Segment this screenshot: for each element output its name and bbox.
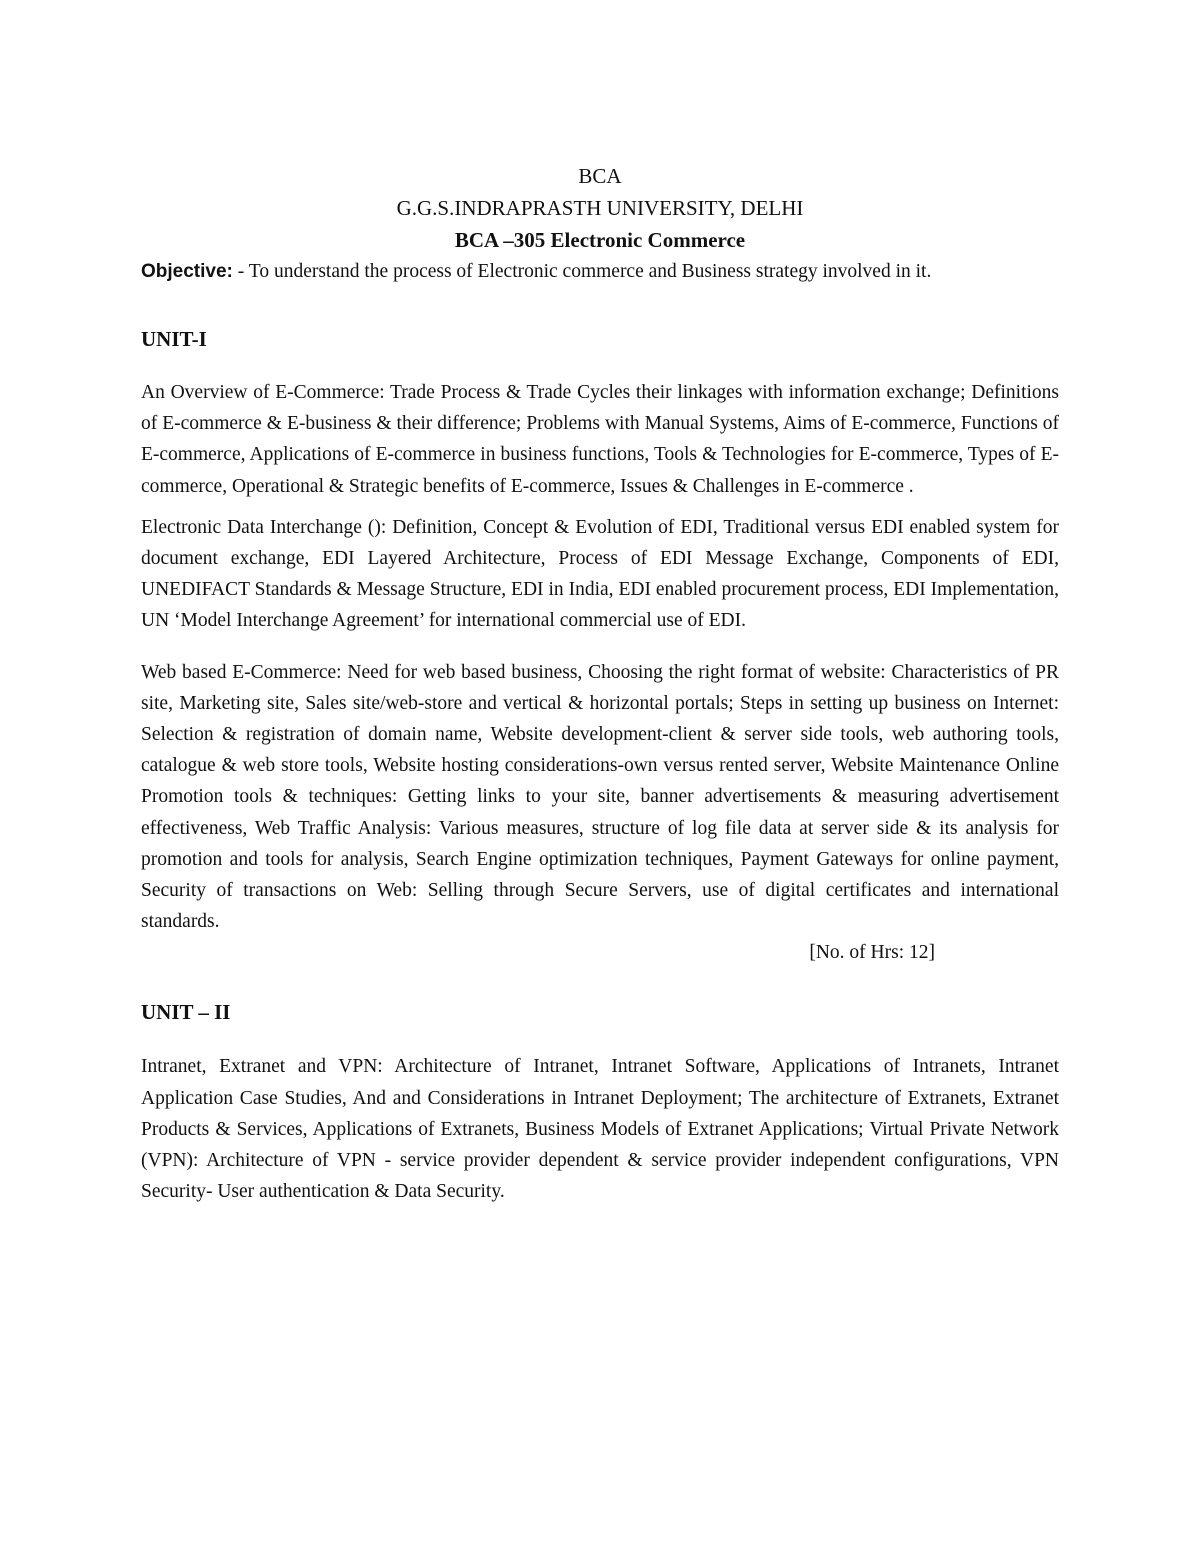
program-title: BCA bbox=[578, 164, 622, 188]
unit-1-paragraph-overview: An Overview of E-Commerce: Trade Process & Trade Cycles their linkages with information exchange; Definitions of E-commerce & E-business & their difference; Problems with Manual Systems, Aims of E-commerce, Functions of E-commerce, Applications of E-commerce in business functions, Tools & Technologies for E-commerce, Types of E-commerce, Operational & Strategic benefits of E-commerce, Issues & Challenges in E-commerce . bbox=[141, 382, 1059, 497]
document-page bbox=[141, 160, 1059, 1207]
course-title: BCA –305 Electronic Commerce bbox=[454, 228, 746, 252]
unit-1-heading: UNIT-I bbox=[141, 327, 207, 351]
university-title: G.G.S.INDRAPRASTH UNIVERSITY, DELHI bbox=[396, 196, 804, 220]
unit-1-paragraph-edi: Electronic Data Interchange (): Definition, Concept & Evolution of EDI, Traditional versus EDI enabled system for document exchange, EDI Layered Architecture, Process of EDI Message Exchange, Components of EDI, UNEDIFACT Standards & Message Structure, EDI in India, EDI enabled procurement process, EDI Implementation, UN ‘Model Interchange Agreement’ for international commercial use of EDI. bbox=[141, 516, 1059, 632]
unit-2-heading: UNIT – II bbox=[141, 1000, 231, 1025]
objective-text: - To understand the process of Electronic commerce and Business strategy involved in it. bbox=[232, 261, 932, 282]
unit-1-hours: [No. of Hrs: 12] bbox=[809, 942, 935, 964]
objective bbox=[141, 256, 1059, 288]
unit-1-paragraph-web: Web based E-Commerce: Need for web based business, Choosing the right format of website: Characteristics of PR site, Marketing site, Sales site/web-store and vertical & horizontal portals; Steps in setting up business on Internet: Selection & registration of domain name, Website development-client & server side tools, web authoring tools, catalogue & web store tools, Website hosting considerations-own versus rented server, Website Maintenance Online Promotion tools & techniques: Getting links to your site, banner advertisements & measuring advertisement effectiveness, Web Traffic Analysis: Various measures, structure of log file data at server side & its analysis for promotion and tools for analysis, Search Engine optimization techniques, Payment Gateways for online payment, Security of transactions on Web: Selling through Secure Servers, use of digital certificates and international standards. bbox=[141, 661, 1059, 933]
unit-2-paragraph-intranet: Intranet, Extranet and VPN: Architecture of Intranet, Intranet Software, Applications of Intranets, Intranet Application Case Studies, And and Considerations in Intranet Deployment; The architecture of Extranets, Extranet Products & Services, Applications of Extranets, Business Models of Extranet Applications; Virtual Private Network (VPN): Architecture of VPN - service provider dependent & service provider independent configurations, VPN Security- User authentication & Data Security. bbox=[141, 1056, 1059, 1203]
objective-label: Objective: bbox=[141, 261, 233, 282]
